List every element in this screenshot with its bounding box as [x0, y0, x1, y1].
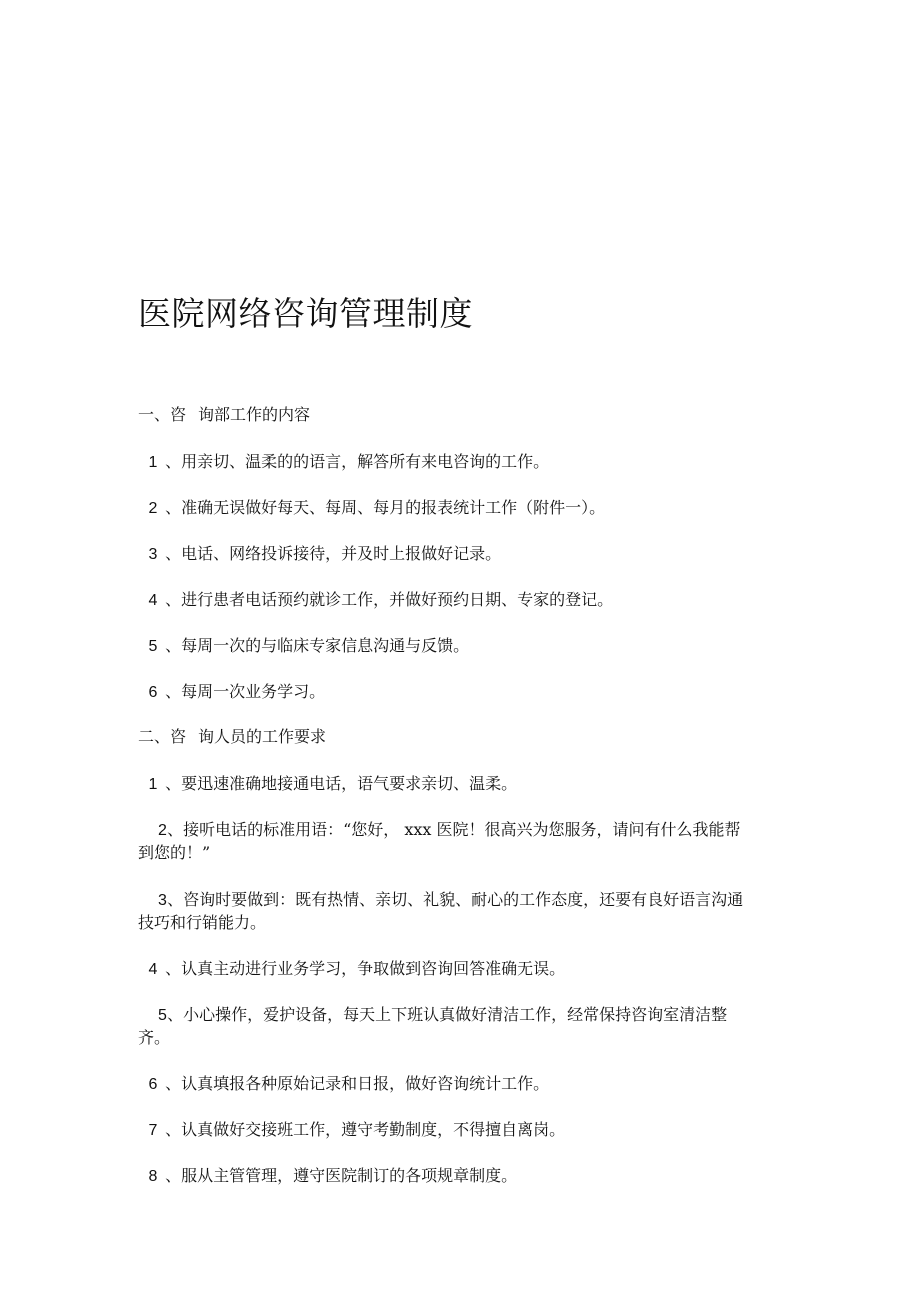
section-2-item-7: [146, 1119, 565, 1142]
item-text: 、每周一次业务学习。: [165, 682, 326, 701]
section-1-item-4: [146, 589, 613, 612]
item-number: 4: [148, 961, 158, 978]
item-number: 6: [148, 684, 158, 701]
section-1-item-3: [146, 543, 501, 566]
item-text: 、咨询时要做到：既有热情、亲切、礼貌、耐心的工作态度，还要有良好语言沟通技巧和行销能力。: [138, 890, 744, 932]
section-2-item-4: [146, 958, 565, 981]
item-number: 3: [158, 892, 167, 909]
item-number: 2: [158, 822, 167, 839]
item-number: 4: [148, 592, 158, 609]
item-text: 、服从主管管理，遵守医院制订的各项规章制度。: [165, 1166, 518, 1185]
section-1-heading-part1: 一、咨: [138, 405, 187, 424]
item-text: 、每周一次的与临床专家信息沟通与反馈。: [165, 636, 470, 655]
section-2-heading-part2: 询人员的工作要求: [198, 727, 327, 746]
item-text: 、认真做好交接班工作，遵守考勤制度，不得擅自离岗。: [165, 1120, 566, 1139]
item-number: 2: [148, 500, 158, 517]
item-text: 、小心操作，爱护设备，每天上下班认真做好清洁工作，经常保持咨询室清洁整齐。: [138, 1005, 728, 1047]
section-2-heading-part1: 二、咨: [138, 727, 187, 746]
item-text: 、准确无误做好每天、每周、每月的报表统计工作（附件一）。: [165, 498, 606, 517]
item-text: 、要迅速准确地接通电话，语气要求亲切、温柔。: [165, 774, 518, 793]
section-1-heading-part2: 询部工作的内容: [198, 405, 311, 424]
section-2-item-6: [146, 1073, 549, 1096]
item-number: 6: [148, 1076, 158, 1093]
section-2-item-3: [138, 889, 748, 934]
section-1-item-5: [146, 635, 469, 658]
item-number: 8: [148, 1168, 158, 1185]
section-2-heading: [138, 726, 326, 748]
item-text: 、认真主动进行业务学习，争取做到咨询回答准确无误。: [165, 959, 566, 978]
section-2-item-1: [146, 773, 517, 796]
item-number: 7: [148, 1122, 158, 1139]
section-1-item-1: [146, 451, 549, 474]
item-number: 1: [148, 776, 158, 793]
item-number: 3: [148, 546, 158, 563]
section-1-item-2: [146, 497, 605, 520]
item-number: 1: [148, 454, 158, 471]
section-1-heading: [138, 404, 310, 426]
section-2-item-5: [138, 1004, 748, 1049]
item-text: 、电话、网络投诉接待，并及时上报做好记录。: [165, 544, 502, 563]
page-title: 医院网络咨询管理制度: [138, 294, 473, 333]
item-text: 、认真填报各种原始记录和日报，做好咨询统计工作。: [165, 1074, 550, 1093]
item-number: 5: [158, 1007, 167, 1024]
item-text: 、接听电话的标准用语：“您好， xxx 医院！很高兴为您服务，请问有什么我能帮到您的！”: [138, 820, 741, 862]
item-number: 5: [148, 638, 158, 655]
section-1-item-6: [146, 681, 325, 704]
item-text: 、用亲切、温柔的的语言，解答所有来电咨询的工作。: [165, 452, 550, 471]
section-2-item-2: [138, 819, 748, 864]
item-text: 、进行患者电话预约就诊工作，并做好预约日期、专家的登记。: [165, 590, 614, 609]
section-2-item-8: [146, 1165, 517, 1188]
